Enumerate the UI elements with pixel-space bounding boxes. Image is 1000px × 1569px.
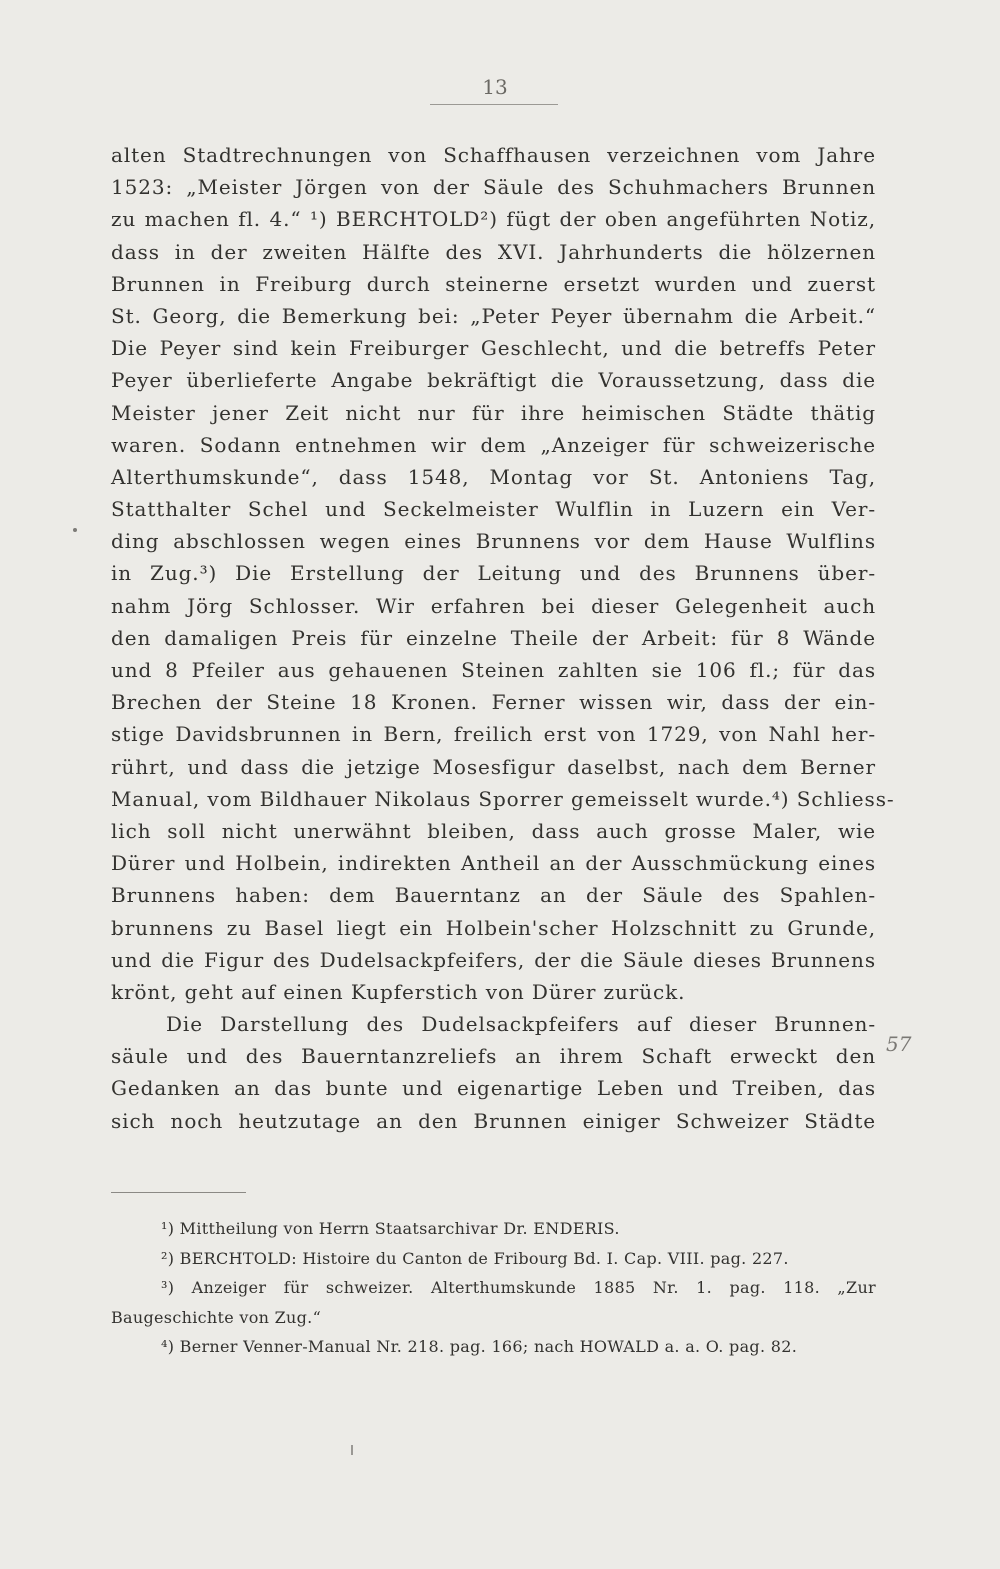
footnote: ⁴) Berner Venner-Manual Nr. 218. pag. 166; nach HOWALD a. a. O. pag. 82.	[161, 1337, 798, 1357]
text-line: Brunnen in Freiburg durch steinerne ersetzt wurden und zuerst	[111, 271, 876, 296]
text-line: Gedanken an das bunte und eigenartige Leben und Treiben, das	[111, 1076, 876, 1101]
text-line: zu machen fl. 4.“ ¹) BERCHTOLD²) fügt der oben angeführten Notiz,	[111, 207, 876, 232]
text-line: stige Davidsbrunnen in Bern, freilich erst von 1729, von Nahl her-	[111, 722, 876, 747]
footnote: ¹) Mittheilung von Herrn Staatsarchivar Dr. ENDERIS.	[161, 1219, 620, 1238]
text-line: alten Stadtrechnungen von Schaffhausen verzeichnen vom Jahre	[111, 143, 876, 167]
text-line: Peyer überlieferte Angabe bekräftigt die Voraussetzung, dass die	[111, 368, 876, 393]
footnote: ³) Anzeiger für schweizer. Alterthumskunde 1885 Nr. 1. pag. 118. „Zur	[161, 1278, 876, 1298]
text-line: sich noch heutzutage an den Brunnen einiger Schweizer Städte	[111, 1108, 876, 1133]
text-line: lich soll nicht unerwähnt bleiben, dass auch grosse Maler, wie	[111, 818, 876, 843]
text-line: Alterthumskunde“, dass 1548, Montag vor St. Antoniens Tag,	[111, 464, 876, 489]
text-line: waren. Sodann entnehmen wir dem „Anzeiger für schweizerische	[111, 432, 876, 457]
footnote: ²) BERCHTOLD: Histoire du Canton de Fribourg Bd. I. Cap. VIII. pag. 227.	[161, 1248, 789, 1268]
text-line: Meister jener Zeit nicht nur für ihre heimischen Städte thätig	[111, 400, 876, 425]
text-line: dass in der zweiten Hälfte des XVI. Jahrhunderts die hölzernen	[111, 239, 876, 264]
footnotes	[111, 1214, 876, 1362]
text-line: ding abschlossen wegen eines Brunnens vor dem Hause Wulflins	[111, 529, 876, 554]
text-line: den damaligen Preis für einzelne Theile der Arbeit: für 8 Wände	[111, 625, 876, 650]
footnote-rule	[111, 1192, 246, 1193]
body-text	[111, 139, 895, 1137]
header-rule	[430, 104, 558, 105]
text-line: Dürer und Holbein, indirekten Antheil an der Ausschmückung eines	[111, 851, 876, 876]
text-line: Statthalter Schel und Seckelmeister Wulflin in Luzern ein Ver-	[111, 497, 876, 522]
text-line: in Zug.³) Die Erstellung der Leitung und des Brunnens über-	[111, 561, 876, 586]
text-line: und 8 Pfeiler aus gehauenen Steinen zahlten sie 106 fl.; für das	[111, 658, 876, 682]
text-line: brunnens zu Basel liegt ein Holbein'scher Holzschnitt zu Grunde,	[111, 915, 876, 940]
text-line: nahm Jörg Schlosser. Wir erfahren bei dieser Gelegenheit auch	[111, 593, 876, 618]
text-line: Manual, vom Bildhauer Nikolaus Sporrer gemeisselt wurde.⁴) Schliess-	[111, 786, 895, 811]
text-line: säule und des Bauerntanzreliefs an ihrem Schaft erweckt den	[111, 1044, 876, 1069]
margin-annotation: 57	[886, 1032, 912, 1056]
text-line: Die Peyer sind kein Freiburger Geschlecht, und die betreffs Peter	[111, 336, 876, 361]
paper-speck	[351, 1445, 353, 1455]
text-line: St. Georg, die Bemerkung bei: „Peter Peyer übernahm die Arbeit.“	[111, 303, 876, 328]
footnote-continuation: Baugeschichte von Zug.“	[111, 1307, 322, 1327]
paragraph-first-line: Die Darstellung des Dudelsackpfeifers auf dieser Brunnen-	[166, 1012, 876, 1037]
text-line: und die Figur des Dudelsackpfeifers, der die Säule dieses Brunnens	[111, 947, 876, 972]
text-line: rührt, und dass die jetzige Mosesfigur daselbst, nach dem Berner	[111, 754, 876, 779]
margin-speck	[73, 528, 77, 532]
text-line: krönt, geht auf einen Kupferstich von Dürer zurück.	[111, 979, 686, 1004]
text-line: Brechen der Steine 18 Kronen. Ferner wissen wir, dass der ein-	[111, 690, 876, 715]
text-line: 1523: „Meister Jörgen von der Säule des Schuhmachers Brunnen	[111, 175, 876, 200]
text-line: Brunnens haben: dem Bauerntanz an der Säule des Spahlen-	[111, 883, 876, 908]
page-number: 13	[482, 75, 508, 99]
